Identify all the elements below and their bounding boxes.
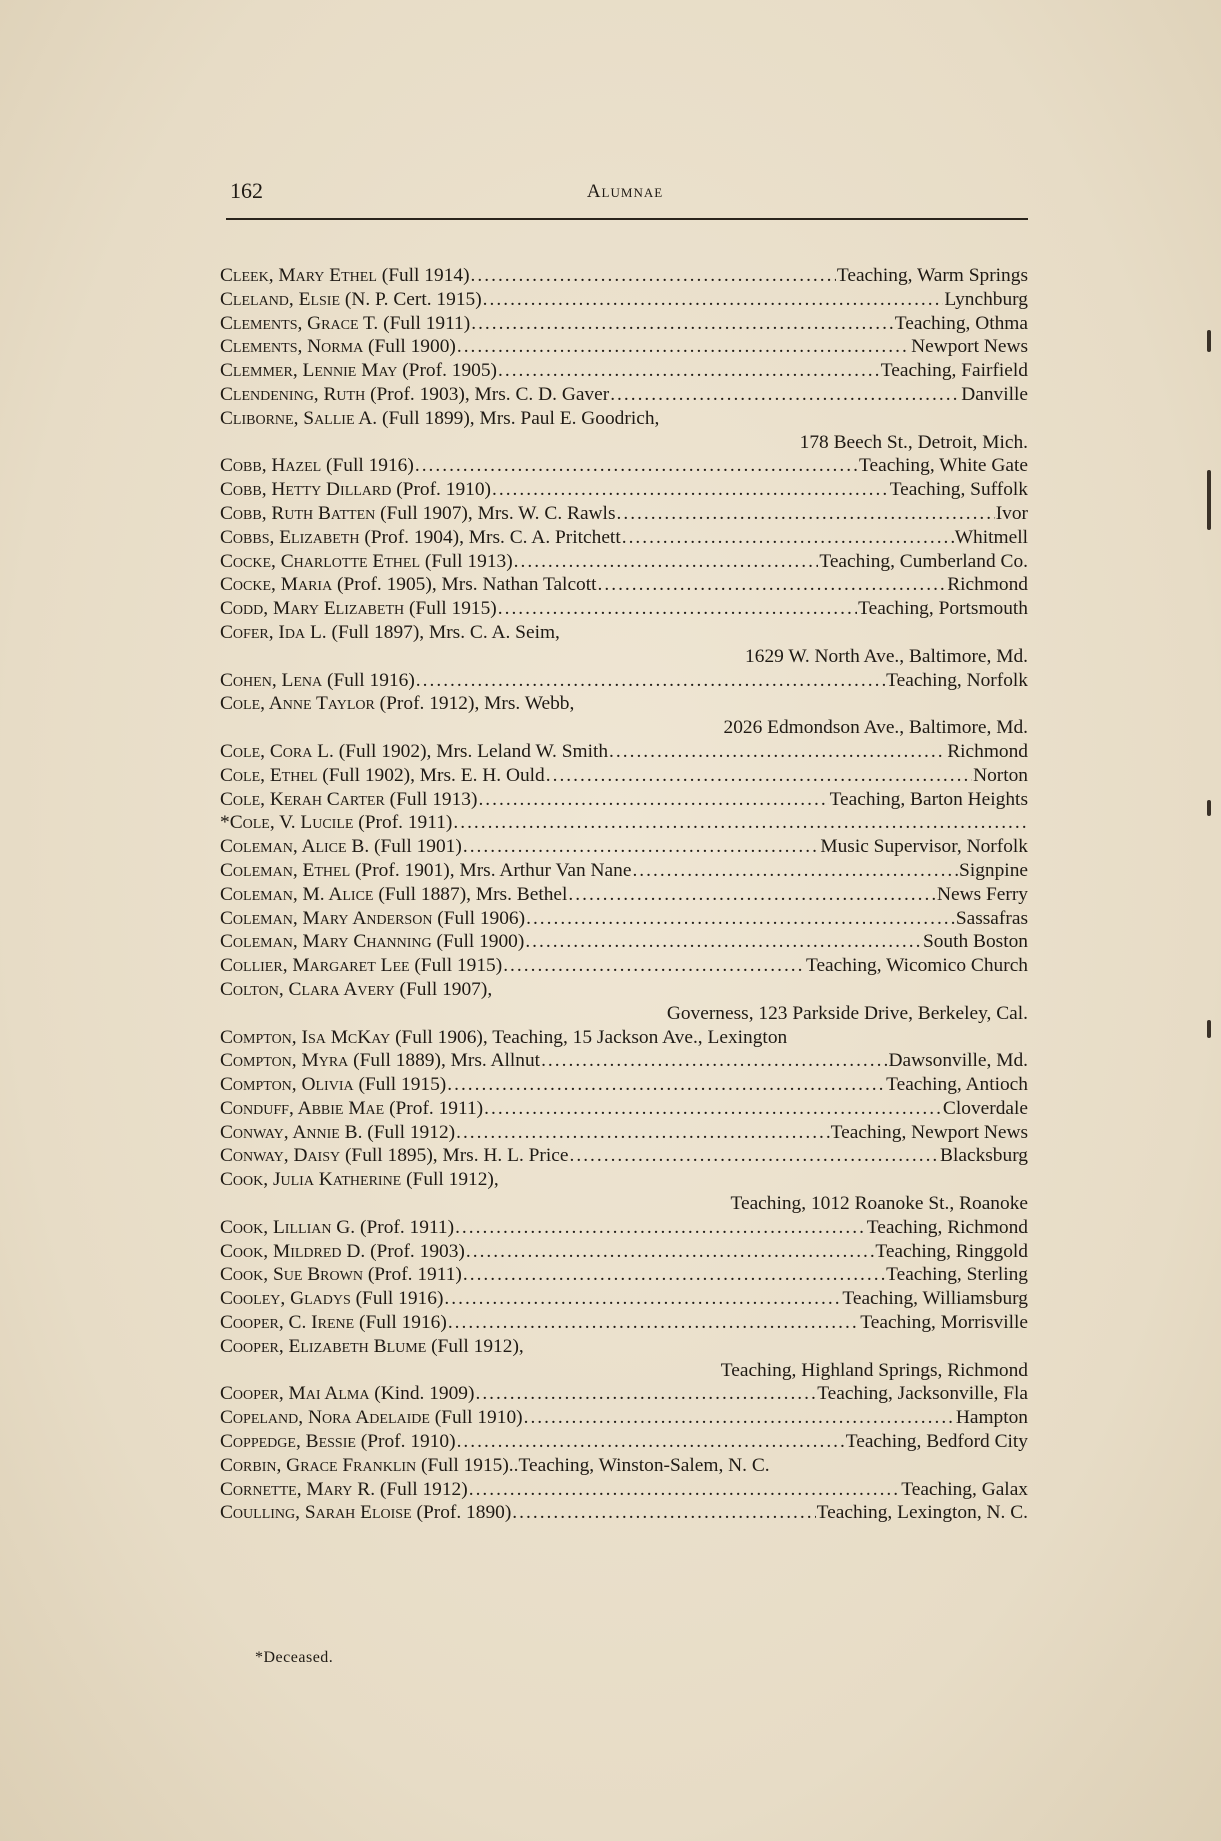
entry-name: Clemmer, Lennie May [220, 360, 398, 382]
list-item [220, 1121, 1028, 1145]
entry-details: (Prof. 1903), Mrs. C. D. Gaver [365, 383, 610, 405]
entry-destination: Danville [961, 383, 1028, 405]
entry-line [220, 1382, 1028, 1406]
entry-line [220, 550, 1028, 574]
entry-name: Coppedge, Bessie [220, 1431, 356, 1453]
entry-name: Colton, Clara Avery [220, 978, 395, 1000]
entry-name: Coleman, Mary Channing [220, 931, 432, 953]
entry-details: (Prof. 1911) [353, 812, 453, 834]
entry-continuation: 2026 Edmondson Ave., Baltimore, Md. [723, 717, 1028, 739]
entry-name: Cornette, Mary R. [220, 1478, 376, 1500]
entry-details: (Full 1912), [426, 1335, 524, 1357]
page-number: 162 [230, 178, 263, 203]
list-item [220, 1406, 1028, 1430]
entry-destination: Teaching, Barton Heights [829, 788, 1028, 810]
leader-dots [415, 454, 858, 478]
entry-name: Coulling, Sarah Eloise [220, 1502, 412, 1524]
leader-dots [483, 288, 944, 312]
entry-line [220, 526, 1028, 550]
entry-line [220, 907, 1028, 931]
entry-line [220, 1406, 1028, 1430]
leader-dots [455, 1216, 866, 1240]
entry-details: (Full 1916) [322, 669, 415, 691]
entry-details: (Full 1915) [404, 598, 497, 620]
list-item [220, 1216, 1028, 1240]
entry-name: Compton, Myra [220, 1050, 349, 1072]
entry-name: Cliborne, Sallie A. [220, 407, 378, 429]
leader-dots [453, 811, 1027, 835]
list-item [220, 621, 1028, 669]
list-item [220, 740, 1028, 764]
list-item [220, 907, 1028, 931]
entry-destination: Blacksburg [940, 1145, 1028, 1167]
entry-name: Coleman, Alice B. [220, 836, 370, 858]
entry-line [220, 312, 1028, 336]
list-item [220, 1049, 1028, 1073]
entry-name: Cobb, Hazel [220, 455, 322, 477]
leader-dots [471, 264, 836, 288]
entry-destination: South Boston [922, 931, 1028, 953]
entry-details: (Full 1906) [432, 907, 526, 929]
entry-name: Cole, Ethel [220, 764, 318, 786]
entry-name: Codd, Mary Elizabeth [220, 598, 405, 620]
alumnae-list [220, 264, 1028, 1525]
entry-destination: Teaching, Suffolk [889, 479, 1028, 501]
leader-dots [609, 740, 946, 764]
entry-destination: Teaching, Jacksonville, Fla [817, 1383, 1028, 1405]
entry-name: Cole, Anne Taylor [220, 693, 375, 715]
entry-line [220, 788, 1028, 812]
entry-line [220, 1026, 1028, 1050]
list-item [220, 1168, 1028, 1216]
footnote: *Deceased. [255, 1649, 334, 1666]
list-item [220, 1478, 1028, 1502]
entry-destination: Teaching, Fairfield [880, 360, 1028, 382]
entry-line [220, 288, 1028, 312]
list-item [220, 1454, 1028, 1478]
entry-name: Cook, Lillian G. [220, 1216, 356, 1238]
entry-destination: Ivor [995, 502, 1028, 524]
entry-name: Cole, Cora L. [220, 740, 334, 762]
entry-name: Cohen, Lena [220, 669, 323, 691]
list-item [220, 954, 1028, 978]
list-item [220, 1144, 1028, 1168]
header-rule [226, 218, 1028, 220]
entry-details: (Full 1902), Mrs. E. H. Ould [317, 764, 545, 786]
entry-line [220, 597, 1028, 621]
entry-details: (Full 1907), [394, 978, 493, 1000]
leader-dots [463, 835, 820, 859]
entry-line [220, 1287, 1028, 1311]
leader-dots [444, 1287, 841, 1311]
entry-destination: Teaching, Norfolk [886, 669, 1028, 691]
entry-name: Coleman, Ethel [220, 859, 351, 881]
entry-details: (Full 1911) [378, 312, 471, 334]
edge-mark [1207, 470, 1211, 530]
entry-destination: News Ferry [936, 883, 1028, 905]
entry-details: (Full 1913) [420, 550, 513, 572]
entry-details: (Full 1910) [429, 1407, 523, 1429]
entry-destination: Teaching, Williamsburg [842, 1288, 1028, 1310]
entry-destination: Hampton [955, 1407, 1028, 1429]
list-item [220, 502, 1028, 526]
list-item [220, 1501, 1028, 1525]
entry-details: (Full 1899), Mrs. Paul E. Goodrich, [377, 407, 660, 429]
entry-name: Conway, Daisy [220, 1145, 341, 1167]
entry-line [220, 1263, 1028, 1287]
list-item [220, 312, 1028, 336]
entry-line [220, 764, 1028, 788]
entry-destination: Sassafras [955, 907, 1028, 929]
entry-details: (Prof. 1912), Mrs. Webb, [374, 693, 575, 715]
leader-dots [457, 1430, 845, 1454]
leader-dots [478, 788, 828, 812]
entry-destination: Whitmell [954, 526, 1028, 548]
entry-line [220, 1501, 1028, 1525]
entry-details: (Full 1915) [353, 1074, 447, 1096]
leader-dots [503, 954, 805, 978]
entry-line [220, 978, 1028, 1002]
entry-destination: Cloverdale [942, 1097, 1028, 1119]
entry-name: Coleman, M. Alice [220, 883, 374, 905]
list-item [220, 1097, 1028, 1121]
entry-line [220, 1311, 1028, 1335]
entry-destination: Teaching, Portsmouth [858, 598, 1028, 620]
entry-line [220, 1168, 1028, 1192]
entry-line [220, 335, 1028, 359]
entry-details: (Full 1915)..Teaching, Winston-Salem, N. C. [416, 1454, 770, 1476]
entry-line [220, 1478, 1028, 1502]
entry-details: (Full 1912), [401, 1169, 499, 1191]
entry-destination: Teaching, Wicomico Church [805, 955, 1028, 977]
entry-destination: Music Supervisor, Norfolk [820, 836, 1028, 858]
entry-details: (Prof. 1901), Mrs. Arthur Van Nane [350, 859, 632, 881]
entry-name: Cobb, Ruth Batten [220, 502, 376, 524]
entry-line [220, 859, 1028, 883]
leader-dots [524, 1406, 955, 1430]
entry-name: Cooper, Mai Alma [220, 1383, 370, 1405]
list-item [220, 383, 1028, 407]
entry-name: Cook, Mildred D. [220, 1240, 366, 1262]
list-item [220, 835, 1028, 859]
entry-destination: Teaching, Newport News [830, 1121, 1028, 1143]
entry-line [220, 1121, 1028, 1145]
list-item [220, 1430, 1028, 1454]
leader-dots [598, 573, 947, 597]
edge-mark [1207, 800, 1211, 816]
entry-name: Compton, Olivia [220, 1074, 354, 1096]
entry-details: (Full 1912) [362, 1121, 456, 1143]
entry-name: Copeland, Nora Adelaide [220, 1407, 430, 1429]
list-item [220, 478, 1028, 502]
entry-details: (Full 1887), Mrs. Bethel [373, 883, 568, 905]
leader-dots [514, 550, 819, 574]
entry-line [220, 383, 1028, 407]
entry-name: Cocke, Charlotte Ethel [220, 550, 421, 572]
entry-name: Clements, Grace T. [220, 312, 379, 334]
leader-dots [456, 1121, 830, 1145]
entry-name: Cofer, Ida L. [220, 621, 327, 643]
entry-name: Cook, Julia Katherine [220, 1169, 402, 1191]
list-item [220, 1287, 1028, 1311]
entry-name: Cooper, C. Irene [220, 1312, 355, 1334]
entry-line [220, 359, 1028, 383]
entry-destination: Richmond [947, 740, 1028, 762]
entry-line [220, 740, 1028, 764]
leader-dots [546, 764, 972, 788]
leader-dots [498, 597, 857, 621]
entry-line [220, 478, 1028, 502]
entry-details: (Full 1900) [363, 336, 456, 358]
leader-dots [492, 478, 889, 502]
entry-details: (Prof. 1911) [384, 1097, 484, 1119]
entry-name: Compton, Isa McKay [220, 1026, 391, 1048]
entry-destination: Teaching, Antioch [886, 1074, 1028, 1096]
entry-line [220, 1097, 1028, 1121]
list-item [220, 573, 1028, 597]
entry-line [220, 954, 1028, 978]
leader-dots [541, 1049, 887, 1073]
entry-details: (Full 1901) [369, 836, 462, 858]
leader-dots [469, 1478, 901, 1502]
entry-destination: Teaching, Lexington, N. C. [816, 1502, 1028, 1524]
entry-destination: Teaching, Morrisville [860, 1312, 1028, 1334]
leader-dots [448, 1311, 859, 1335]
list-item [220, 978, 1028, 1026]
entry-details: (Prof. 1905), Mrs. Nathan Talcott [332, 574, 597, 596]
entry-line [220, 1073, 1028, 1097]
entry-line [220, 811, 1028, 835]
entry-destination: Norton [973, 764, 1028, 786]
entry-destination: Teaching, Ringgold [875, 1240, 1028, 1262]
leader-dots [463, 1263, 885, 1287]
entry-details: (Prof. 1911) [362, 1264, 462, 1286]
entry-name: Cocke, Maria [220, 574, 333, 596]
leader-dots [498, 359, 880, 383]
list-item [220, 669, 1028, 693]
entry-details: (Full 1900) [431, 931, 525, 953]
edge-mark [1207, 330, 1211, 352]
entry-details: (Full 1913) [384, 788, 478, 810]
entry-line [220, 1454, 1028, 1478]
entry-line [220, 407, 1028, 431]
entry-line [220, 1240, 1028, 1264]
leader-dots [622, 526, 954, 550]
leader-dots [447, 1073, 885, 1097]
entry-name: Cleek, Mary Ethel [220, 265, 377, 286]
entry-line [220, 883, 1028, 907]
list-item [220, 335, 1028, 359]
list-item [220, 692, 1028, 740]
entry-name: Conway, Annie B. [220, 1121, 363, 1143]
entry-line [220, 502, 1028, 526]
list-item [220, 1073, 1028, 1097]
entry-destination: Newport News [911, 336, 1028, 358]
entry-line [220, 454, 1028, 478]
leader-dots [471, 312, 894, 336]
entry-line [220, 573, 1028, 597]
leader-dots [526, 907, 955, 931]
entry-destination: Dawsonville, Md. [888, 1050, 1028, 1072]
entry-details: (Prof. 1910) [391, 479, 491, 501]
list-item [220, 788, 1028, 812]
entry-line [220, 1335, 1028, 1359]
entry-continuation: Governess, 123 Parkside Drive, Berkeley, Cal. [666, 1002, 1028, 1024]
entry-details: (Full 1902), Mrs. Leland W. Smith [333, 740, 609, 762]
entry-details: (Full 1889), Mrs. Allnut [348, 1050, 541, 1072]
list-item [220, 859, 1028, 883]
entry-name: Cobb, Hetty Dillard [220, 479, 392, 501]
entry-details: (Prof. 1904), Mrs. C. A. Pritchett [359, 526, 621, 548]
list-item [220, 526, 1028, 550]
leader-dots [632, 859, 958, 883]
entry-continuation: 178 Beech St., Detroit, Mich. [799, 431, 1028, 453]
list-item [220, 359, 1028, 383]
leader-dots [568, 883, 936, 907]
leader-dots [457, 335, 910, 359]
list-item [220, 1311, 1028, 1335]
list-item [220, 454, 1028, 478]
leader-dots [525, 930, 922, 954]
entry-name: Clements, Norma [220, 336, 364, 358]
entry-line [220, 1216, 1028, 1240]
entry-destination: Teaching, Warm Springs [836, 265, 1028, 286]
entry-details: (Full 1895), Mrs. H. L. Price [340, 1145, 569, 1167]
entry-name: *Cole, V. Lucile [220, 812, 354, 834]
entry-line [220, 264, 1028, 288]
running-head: Alumnae [586, 181, 664, 202]
page-header [222, 178, 1028, 214]
entry-destination: Signpine [959, 859, 1028, 881]
entry-line [220, 669, 1028, 693]
list-item [220, 930, 1028, 954]
entry-continuation: Teaching, 1012 Roanoke St., Roanoke [730, 1193, 1028, 1215]
entry-name: Collier, Margaret Lee [220, 955, 410, 977]
entry-destination: Teaching, Cumberland Co. [819, 550, 1028, 572]
leader-dots [484, 1097, 942, 1121]
entry-line [220, 835, 1028, 859]
entry-details: (Prof. 1890) [411, 1502, 512, 1524]
entry-line [220, 1049, 1028, 1073]
leader-dots [416, 669, 885, 693]
entry-destination: Teaching, Othma [894, 312, 1028, 334]
leader-dots [512, 1501, 815, 1525]
entry-details: (Full 1906), Teaching, 15 Jackson Ave., Lexington [390, 1026, 788, 1048]
entry-destination: Teaching, Sterling [886, 1264, 1028, 1286]
list-item [220, 550, 1028, 574]
entry-line [220, 621, 1028, 645]
entry-name: Clendening, Ruth [220, 383, 366, 405]
entry-destination: Richmond [947, 574, 1028, 596]
entry-line [220, 1144, 1028, 1168]
entry-name: Cook, Sue Brown [220, 1264, 363, 1286]
entry-details: (Full 1912) [375, 1478, 468, 1500]
entry-continuation: 1629 W. North Ave., Baltimore, Md. [745, 645, 1028, 667]
entry-details: (Kind. 1909) [369, 1383, 475, 1405]
entry-name: Cleland, Elsie [220, 288, 341, 310]
list-item [220, 1263, 1028, 1287]
leader-dots [475, 1382, 816, 1406]
entry-details: (Full 1914) [376, 265, 470, 286]
list-item [220, 1240, 1028, 1264]
entry-line [220, 692, 1028, 716]
entry-name: Cole, Kerah Carter [220, 788, 385, 810]
entry-details: (N. P. Cert. 1915) [340, 288, 482, 310]
entry-line [220, 930, 1028, 954]
entry-details: (Full 1897), Mrs. C. A. Seim, [326, 621, 560, 643]
list-item [220, 1382, 1028, 1406]
list-item [220, 883, 1028, 907]
entry-details: (Full 1915) [409, 955, 503, 977]
list-item [220, 1335, 1028, 1383]
list-item [220, 264, 1028, 288]
list-item [220, 764, 1028, 788]
edge-mark [1207, 1020, 1211, 1038]
entry-continuation: Teaching, Highland Springs, Richmond [720, 1359, 1028, 1381]
entry-details: (Prof. 1911) [355, 1216, 455, 1238]
entry-destination: Teaching, White Gate [859, 455, 1028, 477]
entry-details: (Prof. 1905) [397, 360, 498, 382]
entry-name: Cooper, Elizabeth Blume [220, 1335, 427, 1357]
entry-name: Conduff, Abbie Mae [220, 1097, 385, 1119]
list-item [220, 811, 1028, 835]
entry-destination: Lynchburg [944, 288, 1028, 310]
leader-dots [570, 1144, 940, 1168]
list-item [220, 1026, 1028, 1050]
leader-dots [466, 1240, 874, 1264]
list-item [220, 288, 1028, 312]
entry-name: Coleman, Mary Anderson [220, 907, 433, 929]
list-item [220, 597, 1028, 621]
list-item [220, 407, 1028, 455]
entry-details: (Full 1916) [350, 1288, 444, 1310]
entry-name: Corbin, Grace Franklin [220, 1454, 417, 1476]
entry-destination: Teaching, Richmond [866, 1216, 1028, 1238]
leader-dots [610, 383, 960, 407]
entry-destination: Teaching, Galax [901, 1478, 1028, 1500]
entry-details: (Prof. 1903) [365, 1240, 465, 1262]
leader-dots [617, 502, 995, 526]
entry-details: (Full 1916) [354, 1312, 447, 1334]
entry-line [220, 1430, 1028, 1454]
entry-details: (Prof. 1910) [355, 1431, 456, 1453]
entry-name: Cooley, Gladys [220, 1288, 351, 1310]
entry-details: (Full 1907), Mrs. W. C. Rawls [375, 502, 616, 524]
entry-name: Cobbs, Elizabeth [220, 526, 360, 548]
entry-destination: Teaching, Bedford City [845, 1431, 1028, 1453]
entry-details: (Full 1916) [321, 455, 414, 477]
